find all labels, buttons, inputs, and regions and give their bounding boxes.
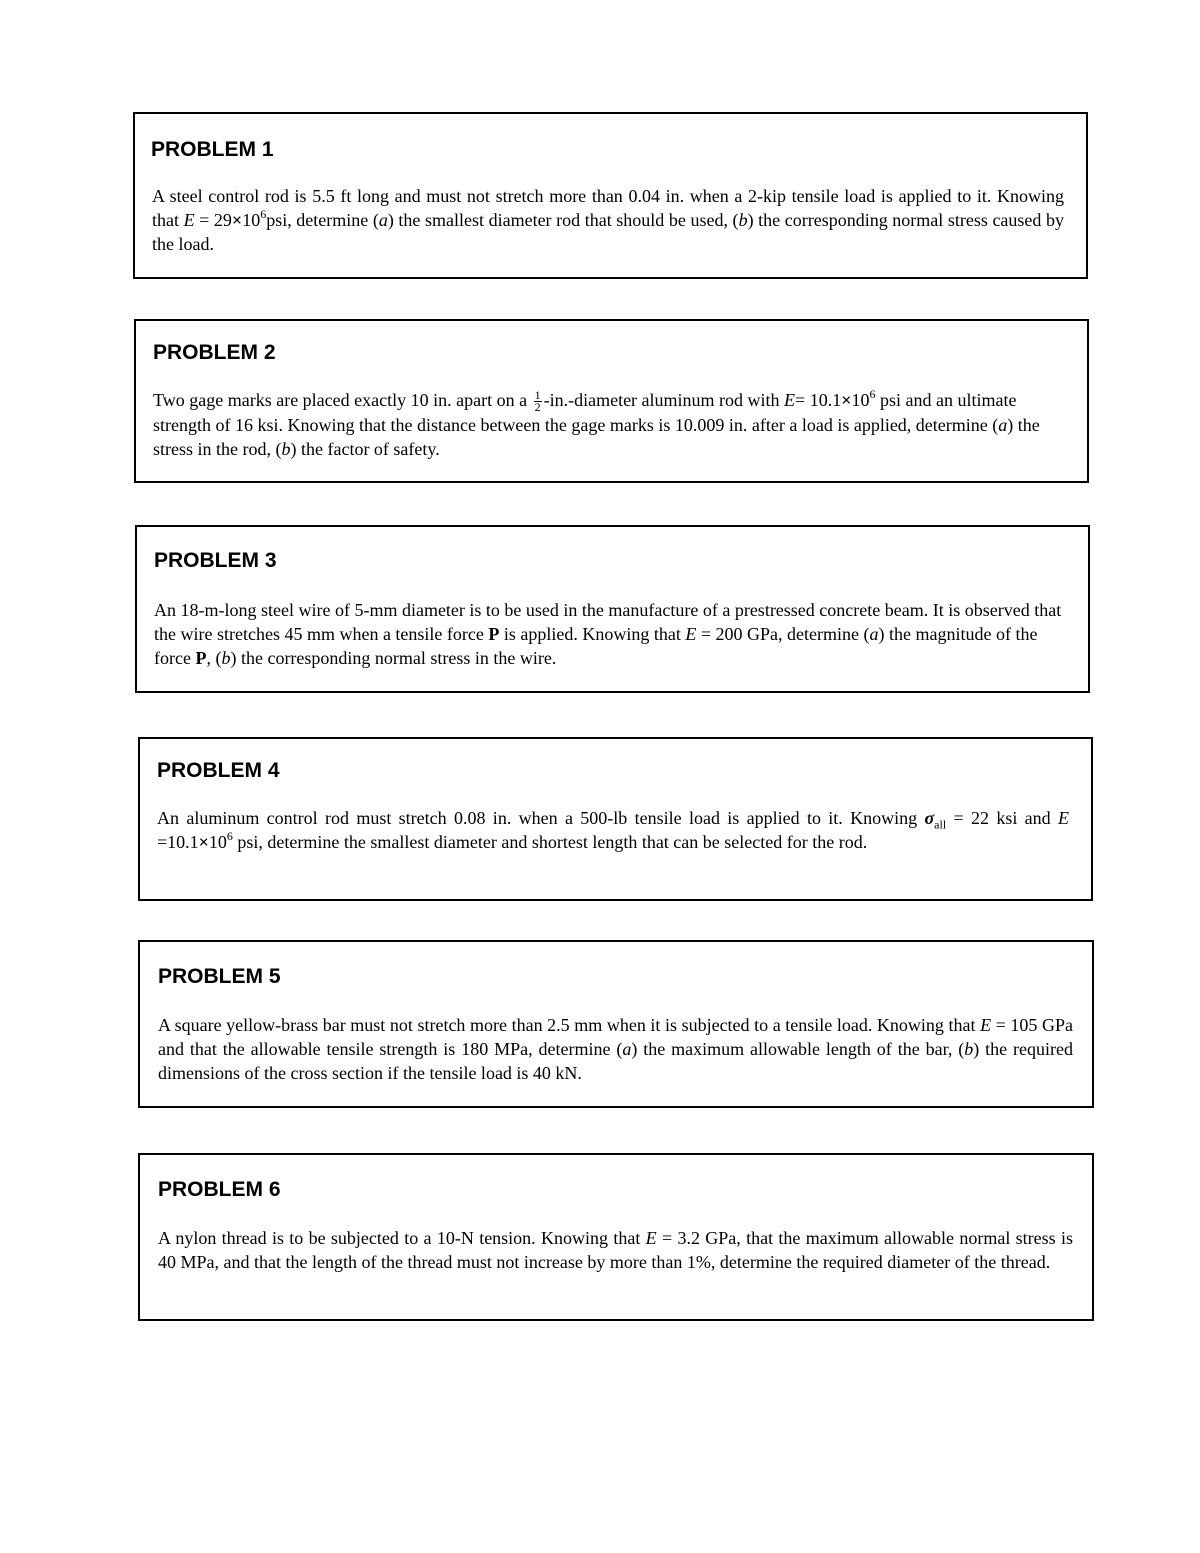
problem-4-text: An aluminum control rod must stretch 0.08 in. when a 500-lb tensile load is applied to it. Knowing $\sigma_{all} = 22$ ksi and $E =10.1\times 10^6$ psi, determine the smallest diameter and shortest length that can be selected for the rod. bbox=[157, 808, 1069, 852]
problem-2-title: PROBLEM 2 bbox=[153, 341, 276, 364]
problem-6-box bbox=[138, 1153, 1094, 1321]
one-half-fraction: $\frac{1}{2}$ bbox=[534, 388, 541, 415]
problem-3-text: An 18-m-long steel wire of 5-mm diameter is to be used in the manufacture of a prestressed concrete beam. It is observed that the wire stretches 45 mm when a tensile force P is applied. Knowing that E = 200 GPa, determine (a) the magnitude of the force P, (b) the corresponding normal stress in the wire. bbox=[154, 600, 1062, 668]
problem-6-title: PROBLEM 6 bbox=[158, 1178, 281, 1201]
problem-1-title: PROBLEM 1 bbox=[151, 138, 274, 161]
problem-2-text: Two gage marks are placed exactly 10 in. apart on a $\frac{1}{2}$ -in.-diameter aluminum rod with $E= 10.1\times 10^6$ psi and an ultimate strength of 16 ksi. Knowing that the distance between the gage marks is 10.009 in. after a load is applied, determine (a) the stress in the rod, (b) the factor of safety. bbox=[153, 387, 1040, 460]
problem-1-text: A steel control rod is 5.5 ft long and must not stretch more than 0.04 in. when a 2-kip tensile load is applied to it. Knowing that $E = 29\times 10^6psi$, determine (a) the smallest diameter rod that should be used, (b) the corresponding normal stress caused by the load. bbox=[152, 186, 1065, 254]
problem-3-title: PROBLEM 3 bbox=[154, 549, 277, 572]
problem-5-box bbox=[138, 940, 1094, 1108]
problem-4-title: PROBLEM 4 bbox=[157, 759, 280, 782]
problem-5-text: A square yellow-brass bar must not stretch more than 2.5 mm when it is subjected to a tensile load. Knowing that E = 105 GPa and that the allowable tensile strength is 180 MPa, determine (a) the maximum allowable length of the bar, (b) the required dimensions of the cross section if the tensile load is 40 kN. bbox=[158, 1015, 1073, 1083]
problem-4-box bbox=[138, 737, 1093, 901]
problem-1-box bbox=[133, 112, 1088, 279]
problem-6-text: A nylon thread is to be subjected to a 10-N tension. Knowing that E = 3.2 GPa, that the maximum allowable normal stress is 40 MPa, and that the length of the thread must not increase by more than 1%, determine the required diameter of the thread. bbox=[158, 1228, 1073, 1272]
problem-3-box bbox=[135, 525, 1090, 693]
problem-5-title: PROBLEM 5 bbox=[158, 965, 281, 988]
problem-2-box bbox=[134, 319, 1089, 483]
